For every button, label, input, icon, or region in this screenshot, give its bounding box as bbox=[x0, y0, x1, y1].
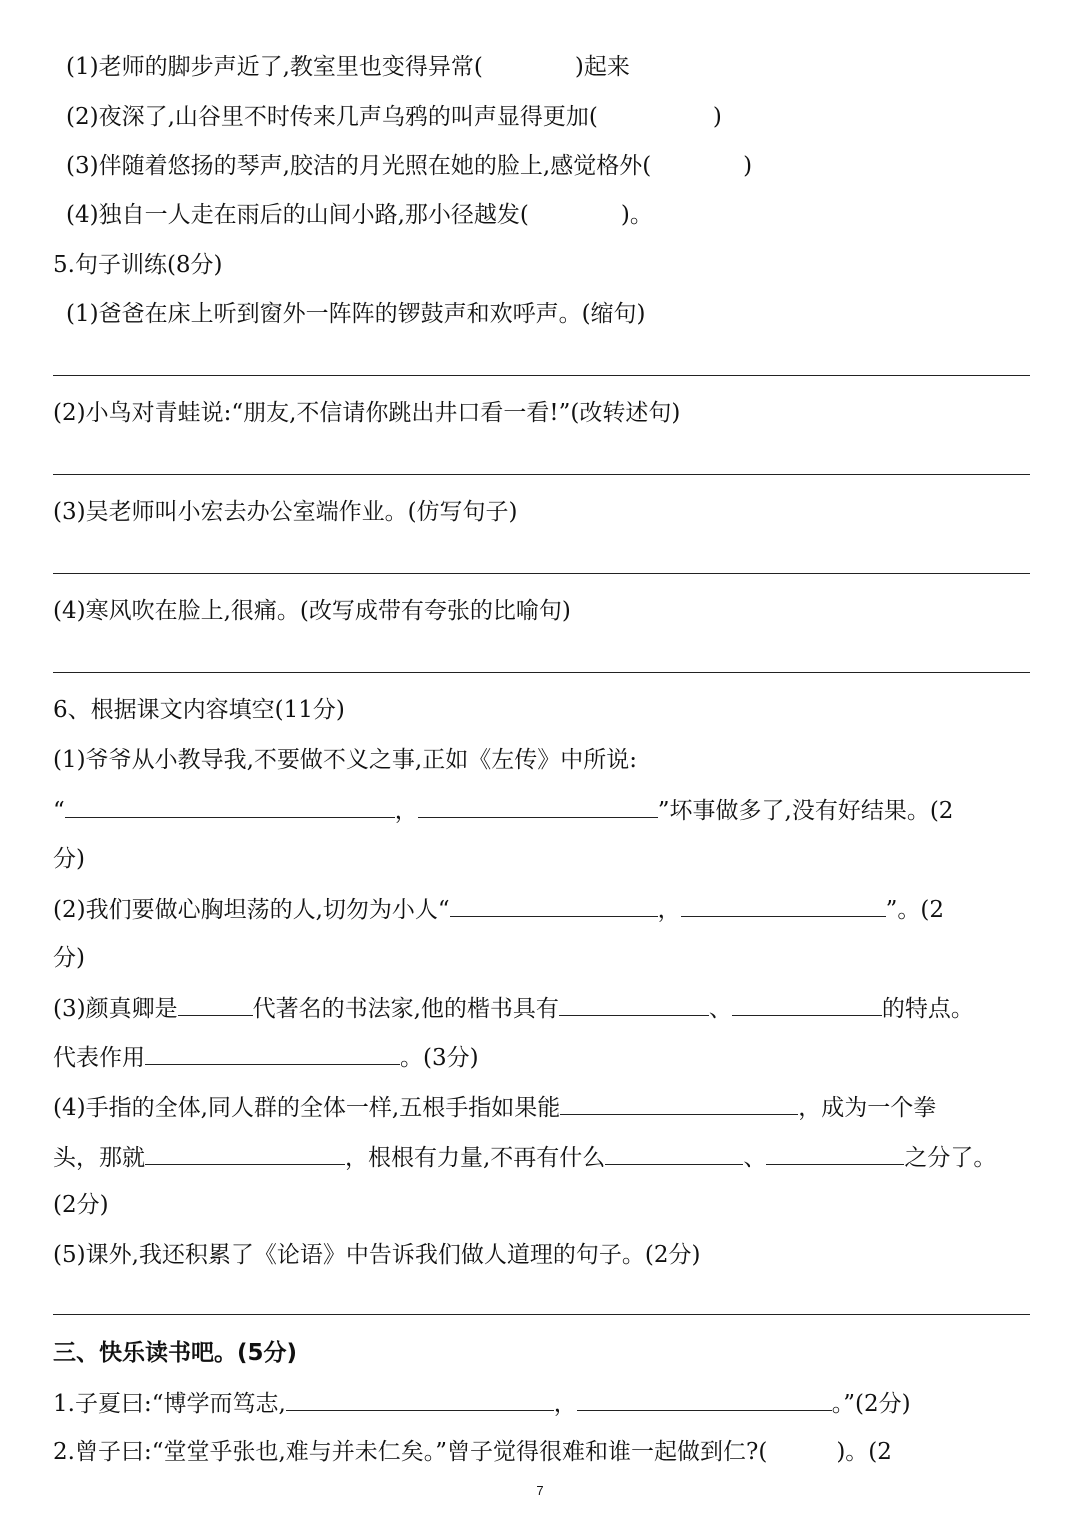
answer-line[interactable] bbox=[53, 375, 1030, 376]
comma: ， bbox=[553, 1391, 577, 1417]
q6-item-3-tail: 的特点。 bbox=[881, 996, 974, 1022]
section-3-heading: 三、快乐读书吧。(5分) bbox=[53, 1340, 298, 1366]
q5-heading: 5.句子训练(8分) bbox=[53, 252, 223, 278]
q6-item-4-tail: ，成为一个拳 bbox=[798, 1095, 937, 1121]
q6-item-2-score: 分) bbox=[53, 945, 85, 971]
fill-blank[interactable] bbox=[559, 993, 709, 1016]
q6-item-1-score: 分) bbox=[53, 846, 85, 872]
open-quote: “ bbox=[53, 798, 65, 824]
q6-item-4-score: (2分) bbox=[53, 1192, 109, 1218]
q5-item-2: (2)小鸟对青蛙说:“朋友,不信请你跳出井口看一看!”(改转述句) bbox=[53, 400, 681, 426]
q5-item-3: (3)吴老师叫小宏去办公室端作业。(仿写句子) bbox=[53, 499, 518, 525]
q6-heading: 6、根据课文内容填空(11分) bbox=[53, 697, 345, 723]
q5-item-1: (1)爸爸在床上听到窗外一阵阵的锣鼓声和欢呼声。(缩句) bbox=[66, 301, 646, 327]
fill-blank[interactable] bbox=[450, 894, 658, 917]
q6-item-1: (1)爷爷从小教导我,不要做不义之事,正如《左传》中所说: bbox=[53, 747, 637, 773]
comma: ， bbox=[394, 798, 418, 824]
q6-item-4 bbox=[53, 1092, 936, 1123]
sec3-item-1 bbox=[53, 1388, 911, 1419]
q6-item-5: (5)课外,我还积累了《论语》中告诉我们做人道理的句子。(2分) bbox=[53, 1242, 701, 1268]
sec3-item-2: 2.曾子曰:“堂堂乎张也,难与并未仁矣。”曾子觉得很难和谁一起做到仁?( )。(2 bbox=[53, 1439, 892, 1465]
q6-item-2-head: (2)我们要做心胸坦荡的人,切勿为小人“ bbox=[53, 897, 450, 923]
sec3-item-1-tail: 。”(2分) bbox=[831, 1391, 911, 1417]
fill-blank[interactable] bbox=[145, 1142, 345, 1165]
q6-item-4-head: (4)手指的全体,同人群的全体一样,五根手指如果能 bbox=[53, 1095, 561, 1121]
fill-blank[interactable] bbox=[577, 1388, 832, 1411]
q6-item-1-blanks bbox=[53, 795, 953, 826]
q6-item-3b-tail: 。(3分) bbox=[400, 1045, 479, 1071]
q6-item-3b-head: 代表作用 bbox=[53, 1045, 145, 1071]
sec3-item-1-head: 1.子夏曰:“博学而笃志, bbox=[53, 1391, 286, 1417]
answer-line[interactable] bbox=[53, 573, 1030, 574]
answer-line[interactable] bbox=[53, 672, 1030, 673]
fill-blank[interactable] bbox=[605, 1142, 743, 1165]
page-number: 7 bbox=[536, 1483, 544, 1498]
q6-item-3-mid: 代著名的书法家,他的楷书具有 bbox=[252, 996, 559, 1022]
fill-blank[interactable] bbox=[145, 1042, 400, 1065]
q4-item-2: (2)夜深了,山谷里不时传来几声乌鸦的叫声显得更加( ) bbox=[66, 104, 722, 130]
answer-line[interactable] bbox=[53, 1314, 1030, 1315]
separator: 、 bbox=[743, 1145, 767, 1171]
q4-item-3: (3)伴随着悠扬的琴声,胶洁的月光照在她的脸上,感觉格外( ) bbox=[66, 153, 753, 179]
fill-blank[interactable] bbox=[681, 894, 886, 917]
fill-blank[interactable] bbox=[65, 795, 395, 818]
answer-line[interactable] bbox=[53, 474, 1030, 475]
q6-item-3-head: (3)颜真卿是 bbox=[53, 996, 178, 1022]
q6-item-3-cont bbox=[53, 1042, 479, 1073]
q6-item-4-cont bbox=[53, 1142, 996, 1173]
fill-blank[interactable] bbox=[418, 795, 658, 818]
fill-blank[interactable] bbox=[286, 1388, 554, 1411]
separator: 、 bbox=[708, 996, 732, 1022]
q6-item-2 bbox=[53, 894, 944, 925]
q5-item-4: (4)寒风吹在脸上,很痛。(改写成带有夸张的比喻句) bbox=[53, 598, 571, 624]
q6-item-2-tail: ”。(2 bbox=[885, 897, 945, 923]
comma: ， bbox=[657, 897, 681, 923]
q6-item-1-tail: ”坏事做多了,没有好结果。(2 bbox=[657, 798, 954, 824]
fill-blank[interactable] bbox=[766, 1142, 904, 1165]
q4-item-1: (1)老师的脚步声近了,教室里也变得异常( )起来 bbox=[66, 54, 630, 80]
q6-item-4b-head: 头，那就 bbox=[53, 1145, 145, 1171]
q6-item-4b-tail: 之分了。 bbox=[904, 1145, 997, 1171]
q4-item-4: (4)独自一人走在雨后的山间小路,那小径越发( )。 bbox=[66, 202, 653, 228]
q6-item-3 bbox=[53, 993, 974, 1024]
q6-item-4b-mid: ，根根有力量,不再有什么 bbox=[345, 1145, 606, 1171]
fill-blank[interactable] bbox=[178, 993, 253, 1016]
fill-blank[interactable] bbox=[732, 993, 882, 1016]
fill-blank[interactable] bbox=[560, 1092, 798, 1115]
